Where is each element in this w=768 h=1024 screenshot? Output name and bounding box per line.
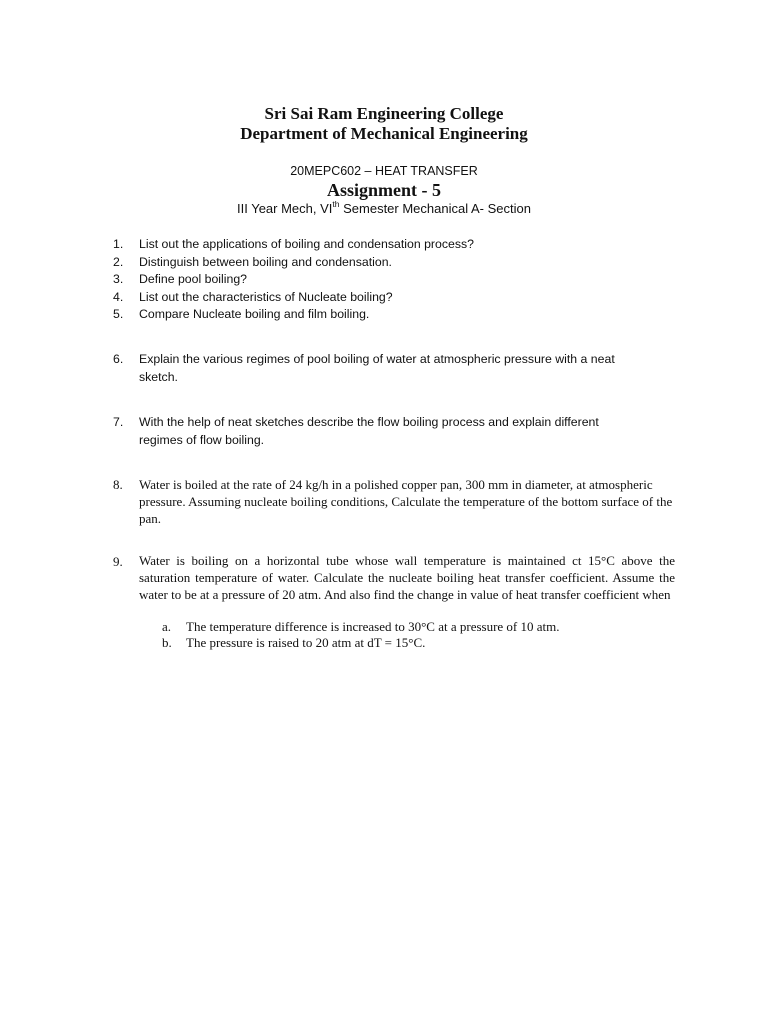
question-number: 7. xyxy=(113,415,124,429)
question-number: 5. xyxy=(113,307,124,321)
question-number: 4. xyxy=(113,289,124,304)
question-number: 1. xyxy=(113,237,124,251)
subpart-label: a. xyxy=(162,619,172,634)
course-code: 20MEPC602 – HEAT TRANSFER xyxy=(290,164,478,178)
question-number: 6. xyxy=(113,352,124,366)
question-text: Water is boiled at the rate of 24 kg/h in a polished copper pan, 300 mm in diameter, at atmospheric pressure. Assuming nucleate boiling conditions, Calculate the temperature of the bottom surface of the pan. xyxy=(139,477,673,526)
question-text: Distinguish between boiling and condensation. xyxy=(139,254,392,269)
assignment-title: Assignment - 5 xyxy=(326,180,441,200)
question-text: List out the applications of boiling and condensation process? xyxy=(139,237,474,251)
question-text: List out the characteristics of Nucleate boiling? xyxy=(139,289,393,304)
question-number: 8. xyxy=(113,477,123,492)
college-name: Sri Sai Ram Engineering College xyxy=(264,104,504,123)
subpart-text: The pressure is raised to 20 atm at dT = 15°C. xyxy=(186,635,426,650)
department-name: Department of Mechanical Engineering xyxy=(240,124,528,143)
question-text: Compare Nucleate boiling and film boiling. xyxy=(139,307,370,321)
subpart-text: The temperature difference is increased to 30°C at a pressure of 10 atm. xyxy=(186,619,560,634)
question-number: 2. xyxy=(113,254,124,269)
question-text: Explain the various regimes of pool boiling of water at atmospheric pressure with a neat sketch. xyxy=(139,352,615,384)
question-text: Water is boiling on a horizontal tube whose wall temperature is maintained ct 15°C above the saturation temperature of water. Calculate the nucleate boiling heat transfer coefficient. Assume the water to be at a pressure of 20 atm. And also find the change in value of heat transfer coefficient when xyxy=(139,553,675,602)
semester-suffix: Semester Mechanical A- Section xyxy=(339,201,531,216)
semester-prefix: III Year Mech, VI xyxy=(237,201,333,216)
question-text: Define pool boiling? xyxy=(139,272,248,286)
subpart-label: b. xyxy=(162,635,172,650)
semester-superscript: th xyxy=(332,198,340,209)
question-text: With the help of neat sketches describe the flow boiling process and explain different regimes of flow boiling. xyxy=(139,415,599,447)
semester-line xyxy=(0,200,768,218)
question-number: 9. xyxy=(113,554,123,569)
question-number: 3. xyxy=(113,272,124,286)
